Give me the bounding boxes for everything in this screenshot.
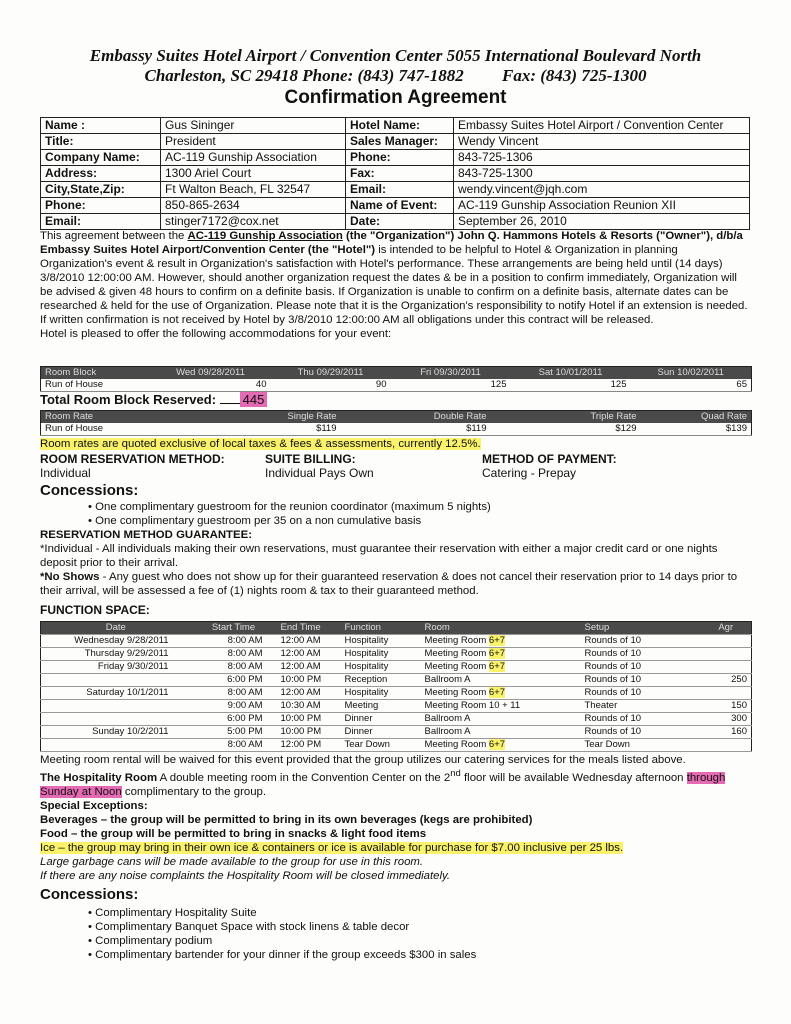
tax-note-text: Room rates are quoted exclusive of local taxes & fees & assessments, currently 12.5%. [40,438,481,450]
info-value: President [161,134,346,150]
column-header: Wed 09/28/2011 [151,367,271,380]
function-room [421,713,581,726]
hospitality-text-2: floor will be available Wednesday afternoon [460,771,687,784]
concessions-list-2 [88,906,748,962]
function-room [421,635,581,648]
function-start: 5:00 PM [191,726,277,739]
tax-note [40,437,752,451]
info-value: stinger7172@cox.net [161,214,346,230]
function-agr [701,687,752,700]
function-date: Thursday 9/29/2011 [41,648,191,661]
info-label: Name of Event: [346,198,454,214]
room-name: Ballroom A [424,674,471,685]
function-start: 8:00 AM [191,687,277,700]
no-shows-text: - Any guest who does not show up for their guaranteed reservation & does not cancel their reservation prior to 14 days prior to their arrival, will be assessed a fee of (1) nights room & tax to their guaranteed method. [40,571,738,597]
payment-method-value: Catering - Prepay [482,466,577,480]
info-row [41,118,750,134]
hotel-phone: Phone: (843) 747-1882 [302,66,464,85]
function-date [41,700,191,713]
info-label: Hotel Name: [346,118,454,134]
concessions-list [88,500,748,528]
organization-name: AC-119 Gunship Association [187,230,343,242]
table-cell: $129 [491,423,641,436]
info-row [41,214,750,230]
contact-info-table [40,117,750,230]
info-value: 843-725-1300 [454,166,750,182]
function-agr [701,635,752,648]
function-start: 8:00 AM [191,635,277,648]
info-label: Sales Manager: [346,134,454,150]
function-type: Hospitality [341,687,421,700]
column-header: Fri 09/30/2011 [391,367,511,380]
room-rate-table [40,410,752,436]
concession-item: • One complimentary guestroom for the reunion coordinator (maximum 5 nights) [88,500,748,514]
column-header: Sun 10/02/2011 [631,367,752,380]
function-end: 12:00 AM [277,648,341,661]
column-header: Start Time [191,622,277,635]
function-setup: Rounds of 10 [581,674,701,687]
room-block-table [40,366,752,392]
info-row [41,134,750,150]
info-value: Wendy Vincent [454,134,750,150]
room-name: Meeting Room [424,635,489,646]
function-start: 8:00 AM [191,661,277,674]
function-end: 10:00 PM [277,674,341,687]
agreement-paragraph [40,229,752,341]
garbage-note: Large garbage cans will be made available to the group for use in this room. [40,855,424,868]
reservation-method-value: Individual [40,466,91,480]
function-date: Saturday 10/1/2011 [41,687,191,700]
concessions-heading: Concessions: [40,482,139,499]
hospitality-highlight: through Sunday at Noon [40,771,726,798]
room-name: Meeting Room [424,661,489,672]
function-row [41,713,752,726]
function-room [421,726,581,739]
column-header: Sat 10/01/2011 [511,367,631,380]
function-start: 8:00 AM [191,739,277,752]
info-value: 1300 Ariel Court [161,166,346,182]
info-label: Company Name: [41,150,161,166]
function-type: Hospitality [341,661,421,674]
column-header: Single Rate [191,411,341,424]
rental-note: Meeting room rental will be waived for this event provided that the group utilizes our catering services for the meals listed above. [40,754,686,766]
concession-item: • One complimentary guestroom per 35 on a non cumulative basis [88,514,748,528]
info-value: AC-119 Gunship Association Reunion XII [454,198,750,214]
function-setup: Rounds of 10 [581,661,701,674]
concession-item: • Complimentary Hospitality Suite [88,906,748,920]
function-start: 6:00 PM [191,713,277,726]
column-header: Room Block [41,367,151,380]
total-room-block [40,392,267,407]
info-value: Embassy Suites Hotel Airport / Convention Center [454,118,750,134]
function-space-heading: FUNCTION SPACE: [40,603,150,617]
info-row [41,198,750,214]
function-room [421,687,581,700]
function-setup: Rounds of 10 [581,713,701,726]
function-start: 8:00 AM [191,648,277,661]
special-exceptions-heading: Special Exceptions: [40,799,148,812]
agreement-parties: (the "Organization") John Q. Hammons Hotels & Resorts ("Owner"), d/b/a Embassy Suites Hotel Airport/Convention Center (the "Hotel") [40,230,743,256]
function-agr: 250 [701,674,752,687]
table-cell: 40 [151,379,271,392]
column-header: Double Rate [341,411,491,424]
function-date [41,713,191,726]
function-row [41,661,752,674]
function-row [41,687,752,700]
room-highlight: 6+7 [488,661,506,672]
column-header: Room [421,622,581,635]
beverages-rule: Beverages – the group will be permitted to bring in its own beverages (kegs are prohibited) [40,813,533,826]
info-label: Title: [41,134,161,150]
room-highlight: 6+7 [488,635,506,646]
table-cell: $119 [191,423,341,436]
function-end: 12:00 AM [277,635,341,648]
column-header: Triple Rate [491,411,641,424]
info-value: wendy.vincent@jqh.com [454,182,750,198]
table-cell: Run of House [41,379,151,392]
function-agr: 300 [701,713,752,726]
table-cell: $139 [641,423,752,436]
info-label: Email: [41,214,161,230]
column-header: Room Rate [41,411,191,424]
function-end: 12:00 PM [277,739,341,752]
table-cell: 90 [271,379,391,392]
room-name: Meeting Room [424,687,489,698]
info-label: Date: [346,214,454,230]
concession-item: • Complimentary podium [88,934,748,948]
table-cell: 65 [631,379,752,392]
concessions-heading-2: Concessions: [40,886,139,903]
hotel-contact-line [0,66,791,86]
document-title: Confirmation Agreement [284,87,507,108]
ice-rule: Ice – the group may bring in their own ice & containers or ice is available for purchase for $7.00 inclusive per 25 lbs. [40,841,624,854]
hotel-fax: Fax: (843) 725-1300 [502,66,647,85]
function-room [421,661,581,674]
function-row [41,726,752,739]
function-type: Tear Down [341,739,421,752]
info-label: Address: [41,166,161,182]
function-type: Reception [341,674,421,687]
function-start: 9:00 AM [191,700,277,713]
info-label: Name : [41,118,161,134]
info-value: AC-119 Gunship Association [161,150,346,166]
individual-text: - All individuals making their own reservations, must guarantee their reservation with either a major credit card or one nights deposit prior to their arrival. [40,543,718,569]
column-header: Thu 09/29/2011 [271,367,391,380]
room-name: Meeting Room [424,648,489,659]
function-room [421,739,581,752]
info-value: 843-725-1306 [454,150,750,166]
concession-item: • Complimentary Banquet Space with stock linens & table decor [88,920,748,934]
info-row [41,166,750,182]
column-header: End Time [277,622,341,635]
function-type: Dinner [341,713,421,726]
function-date [41,674,191,687]
suite-billing-value: Individual Pays Own [265,466,374,480]
function-setup: Theater [581,700,701,713]
function-room [421,648,581,661]
info-label: Email: [346,182,454,198]
function-start: 6:00 PM [191,674,277,687]
individual-label: *Individual [40,543,93,555]
room-block-header [41,367,752,380]
column-header: Quad Rate [641,411,752,424]
hotel-address-line: Embassy Suites Hotel Airport / Convention Center 5055 International Boulevard North [89,46,702,65]
function-agr: 160 [701,726,752,739]
function-date: Wednesday 9/28/2011 [41,635,191,648]
table-cell: $119 [341,423,491,436]
info-row [41,182,750,198]
function-setup: Tear Down [581,739,701,752]
function-end: 10:00 PM [277,713,341,726]
concession-item: • Complimentary bartender for your dinner if the group exceeds $300 in sales [88,948,748,962]
guarantee-heading: RESERVATION METHOD GUARANTEE: [40,529,252,541]
room-name: Ballroom A [424,726,471,737]
function-space-header [41,622,752,635]
info-value: Ft Walton Beach, FL 32547 [161,182,346,198]
total-room-block-label: Total Room Block Reserved: [40,392,217,407]
hospitality-room-label: The Hospitality Room [40,771,158,784]
function-date [41,739,191,752]
function-agr [701,648,752,661]
function-setup: Rounds of 10 [581,648,701,661]
info-value: 850-865-2634 [161,198,346,214]
column-header: Agr [701,622,752,635]
guarantee-block [40,528,752,598]
function-end: 10:00 PM [277,726,341,739]
info-label: Phone: [346,150,454,166]
info-row [41,150,750,166]
agreement-intro: This agreement between the [40,230,188,242]
hospitality-sup: nd [450,768,461,779]
function-end: 10:30 AM [277,700,341,713]
after-block [40,753,752,883]
function-row [41,739,752,752]
room-name: Meeting Room [424,739,489,750]
noise-note: If there are any noise complaints the Hospitality Room will be closed immediately. [40,869,451,882]
function-setup: Rounds of 10 [581,635,701,648]
function-row [41,648,752,661]
table-cell: 125 [511,379,631,392]
hospitality-text-1: A double meeting room in the Convention Center on the 2 [157,771,451,784]
info-label: City,State,Zip: [41,182,161,198]
column-header: Setup [581,622,701,635]
function-type: Hospitality [341,635,421,648]
room-block-row [41,379,752,392]
room-rate-header [41,411,752,424]
suite-billing-label: SUITE BILLING: [265,452,356,466]
room-name: Ballroom A [424,713,471,724]
hotel-city: Charleston, SC 29418 [144,66,299,85]
function-agr: 150 [701,700,752,713]
total-room-block-value: 445 [240,392,268,407]
reservation-method-label: ROOM RESERVATION METHOD: [40,452,225,466]
column-header: Function [341,622,421,635]
room-highlight: 6+7 [488,648,506,659]
function-date: Friday 9/30/2011 [41,661,191,674]
info-label: Phone: [41,198,161,214]
info-value: Gus Sininger [161,118,346,134]
room-name: Meeting Room 10 + 11 [424,700,521,711]
function-date: Sunday 10/2/2011 [41,726,191,739]
function-room [421,700,581,713]
function-row [41,674,752,687]
function-setup: Rounds of 10 [581,726,701,739]
accommodations-intro: Hotel is pleased to offer the following accommodations for your event: [40,328,392,340]
function-agr [701,661,752,674]
function-end: 12:00 AM [277,661,341,674]
function-row [41,700,752,713]
function-room [421,674,581,687]
room-highlight: 6+7 [488,687,506,698]
food-rule: Food – the group will be permitted to bring in snacks & light food items [40,827,427,840]
function-type: Meeting [341,700,421,713]
column-header: Date [41,622,191,635]
info-label: Fax: [346,166,454,182]
function-type: Hospitality [341,648,421,661]
function-end: 12:00 AM [277,687,341,700]
function-space-table [40,621,752,752]
no-shows-label: *No Shows [40,571,100,583]
function-agr [701,739,752,752]
payment-method-label: METHOD OF PAYMENT: [482,452,617,466]
function-type: Dinner [341,726,421,739]
room-rate-row [41,423,752,436]
function-setup: Rounds of 10 [581,687,701,700]
function-row [41,635,752,648]
agreement-terms: is intended to be helpful to Hotel & Organization in planning Organization's event & result in Organization's satisfaction with Hotel's performance. These arrangements are being held until (14 days) 3/8/2010 12:00:00 AM. However, should another organization request the dates & be in a position to confirm immediately, Organization will be advised & given 48 hours to confirm on a definite basis. If Organization is unable to confirm on a definite basis, alternate dates can be researched & held for the use of Organization. Please note that it is the Organization's responsibility to notify Hotel if an extension is needed. If written confirmation is not received by Hotel by 3/8/2010 12:00:00 AM all obligations under this contract will be released. [40,244,748,326]
room-highlight: 6+7 [488,739,506,750]
info-value: September 26, 2010 [454,214,750,230]
table-cell: Run of House [41,423,191,436]
table-cell: 125 [391,379,511,392]
hospitality-text-3: complimentary to the group. [121,785,267,798]
